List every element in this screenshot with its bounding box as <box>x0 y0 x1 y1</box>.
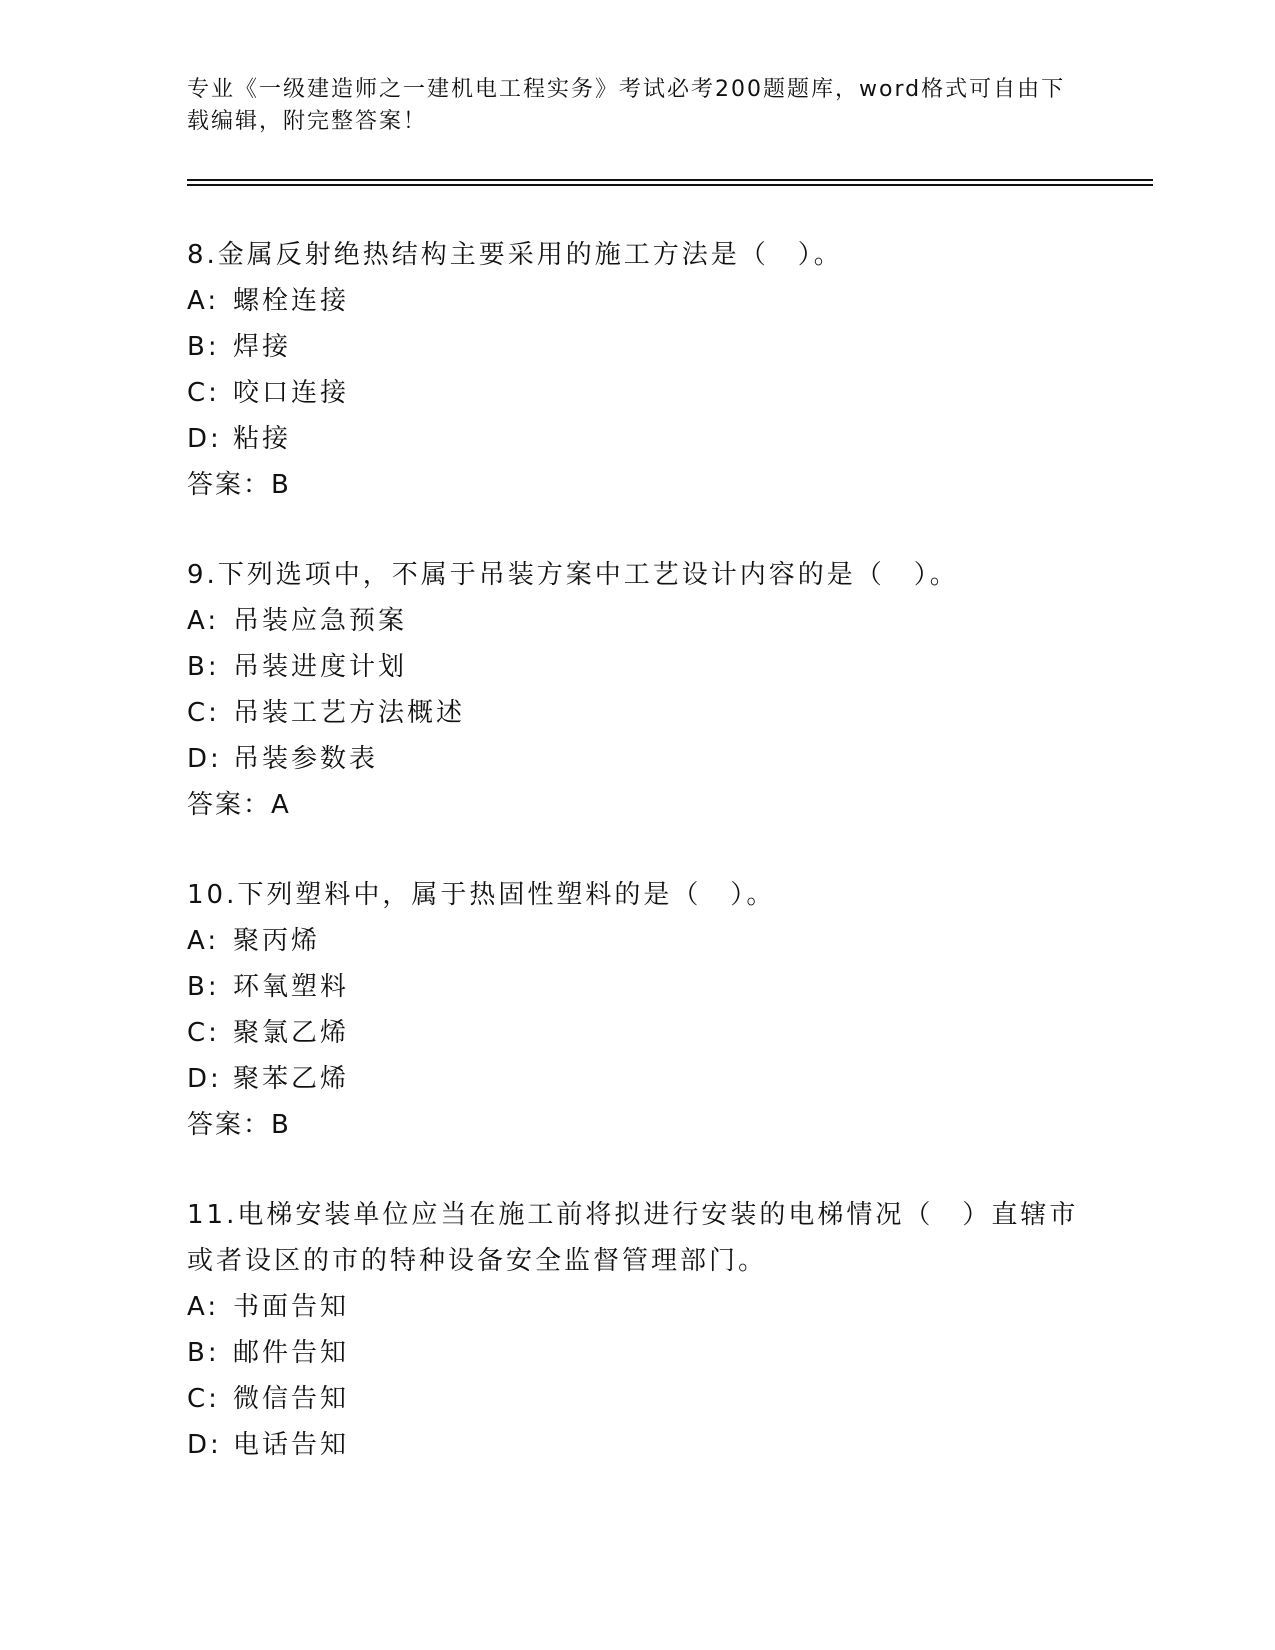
question-9 <box>187 552 1087 828</box>
option-key: B: <box>187 332 220 362</box>
answer-line: 答案：A <box>187 790 291 820</box>
option-d <box>187 416 1087 462</box>
answer-line: 答案：B <box>187 470 291 500</box>
header-text: 专业《一级建造师之一建机电工程实务》考试必考200题题库，word格式可自由下载编辑，附完整答案！ <box>187 77 1066 134</box>
option-b <box>187 324 1087 370</box>
option-text: 聚苯乙烯 <box>233 1064 350 1094</box>
question-10 <box>187 872 1087 1148</box>
option-key: C: <box>187 378 220 408</box>
question-stem: 8.金属反射绝热结构主要采用的施工方法是（ ）。 <box>187 240 843 270</box>
option-text: 吊装进度计划 <box>233 652 408 682</box>
option-text: 吊装应急预案 <box>233 606 408 636</box>
option-key: D: <box>187 424 222 454</box>
option-text: 邮件告知 <box>233 1338 350 1368</box>
option-d <box>187 1056 1087 1102</box>
option-key: D: <box>187 1064 222 1094</box>
option-key: C: <box>187 698 220 728</box>
option-key: C: <box>187 1384 220 1414</box>
option-key: D: <box>187 1430 222 1460</box>
question-11 <box>187 1192 1087 1468</box>
option-c <box>187 1376 1087 1422</box>
option-a <box>187 278 1087 324</box>
option-key: C: <box>187 1018 220 1048</box>
option-text: 聚丙烯 <box>233 926 321 956</box>
option-key: B: <box>187 972 220 1002</box>
option-a <box>187 1284 1087 1330</box>
option-text: 微信告知 <box>233 1384 350 1414</box>
option-text: 环氧塑料 <box>233 972 350 1002</box>
header-divider-bottom <box>187 184 1153 186</box>
question-stem: 9.下列选项中，不属于吊装方案中工艺设计内容的是（ ）。 <box>187 560 959 590</box>
option-c <box>187 1010 1087 1056</box>
option-key: A: <box>187 1292 220 1322</box>
option-text: 吊装参数表 <box>233 744 379 774</box>
option-d <box>187 1422 1087 1468</box>
option-key: B: <box>187 1338 220 1368</box>
answer-line: 答案：B <box>187 1110 291 1140</box>
question-8 <box>187 232 1087 508</box>
question-stem: 11.电梯安装单位应当在施工前将拟进行安装的电梯情况（ ）直辖市或者设区的市的特种设备安全监督管理部门。 <box>187 1200 1079 1276</box>
option-c <box>187 370 1087 416</box>
option-text: 聚氯乙烯 <box>233 1018 350 1048</box>
option-text: 焊接 <box>233 332 292 362</box>
option-b <box>187 964 1087 1010</box>
option-b <box>187 1330 1087 1376</box>
option-d <box>187 736 1087 782</box>
document-header <box>187 74 1087 138</box>
option-key: D: <box>187 744 222 774</box>
option-c <box>187 690 1087 736</box>
option-key: A: <box>187 606 220 636</box>
option-text: 粘接 <box>233 424 292 454</box>
option-key: A: <box>187 926 220 956</box>
option-text: 吊装工艺方法概述 <box>233 698 466 728</box>
option-key: B: <box>187 652 220 682</box>
option-a <box>187 918 1087 964</box>
option-key: A: <box>187 286 220 316</box>
header-divider-top <box>187 179 1153 181</box>
option-text: 电话告知 <box>233 1430 350 1460</box>
option-text: 书面告知 <box>233 1292 350 1322</box>
option-b <box>187 644 1087 690</box>
option-text: 咬口连接 <box>233 378 350 408</box>
question-stem: 10.下列塑料中，属于热固性塑料的是（ ）。 <box>187 880 776 910</box>
option-a <box>187 598 1087 644</box>
option-text: 螺栓连接 <box>233 286 350 316</box>
